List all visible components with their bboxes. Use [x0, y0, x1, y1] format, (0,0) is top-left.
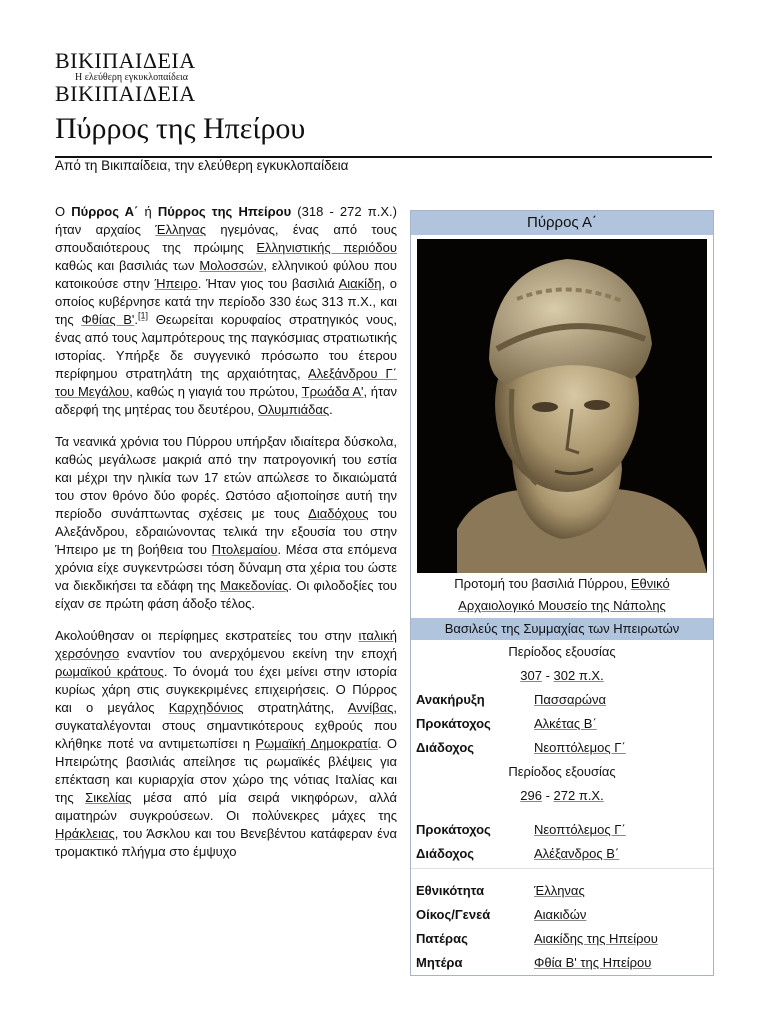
text-run: Ακολούθησαν οι περίφημες εκστρατείες του στην — [55, 628, 359, 643]
infobox-row — [411, 712, 713, 736]
reign-period-2 — [411, 784, 713, 808]
infobox-row-value-link[interactable]: Πασσαρώνα — [534, 692, 607, 707]
infobox-row — [411, 688, 713, 712]
infobox-row — [411, 879, 713, 903]
paragraph-early-life — [55, 433, 397, 613]
infobox-row-value-link[interactable]: Φθία Β' της Ηπείρου — [534, 955, 652, 970]
image-caption — [411, 573, 713, 617]
bust-portrait-graphic — [417, 239, 707, 573]
infobox-row-label: Ανακήρυξη — [416, 692, 485, 707]
infobox-row — [411, 951, 713, 975]
logo-wordmark-secondary: ΒΙΚΙΠΑΙΔΕΙΑ — [55, 81, 196, 106]
wikipedia-logo[interactable] — [55, 50, 215, 105]
infobox-row-label: Διάδοχος — [416, 740, 475, 755]
text-run: Ο — [55, 204, 72, 219]
logo-tagline: Η ελεύθερη εγκυκλοπαίδεια — [75, 72, 188, 83]
article-link[interactable]: Αιακίδη — [338, 276, 382, 291]
divider — [411, 868, 713, 879]
article-link[interactable]: Διαδόχους — [308, 506, 369, 521]
infobox-title: Πύρρος Α΄ — [411, 211, 713, 235]
infobox-row-value-link[interactable]: Αιακιδών — [534, 907, 587, 922]
article-link[interactable]: Καρχηδόνιος — [168, 700, 244, 715]
text-run: του Αλεξάνδρου, εδραιώνοντας τελικά την εξουσία του στην Ήπειρο με τη βοήθεια του — [55, 506, 398, 557]
text-run: . Οι φιλοδοξίες του είχαν σε πρώτη φάση άδοξο τέλος. — [55, 578, 398, 611]
text-run: ηγεμόνας, ένας από τους σπουδαιότερους της πρώιμης — [55, 222, 397, 255]
text-run: . Το όνομά του έχει μείνει στην ιστορία κυρίως χάρη στις συγκεκριμένες επιχειρήσεις. Ο Πύρρος και ο μεγάλος — [55, 664, 397, 715]
infobox-row — [411, 736, 713, 760]
article-link[interactable]: Ολυμπιάδας — [257, 402, 330, 417]
infobox-row-label: Μητέρα — [416, 955, 463, 970]
infobox-row — [411, 818, 713, 842]
infobox-row-label: Διάδοχος — [416, 846, 475, 861]
text-run: ή — [138, 204, 158, 219]
citation-link[interactable]: [1] — [138, 310, 149, 321]
reign-period-1 — [411, 664, 713, 688]
article-link[interactable]: Σικελίας — [85, 790, 132, 805]
infobox — [410, 210, 714, 976]
text-run: . Ο Ηπειρώτης βασιλιάς απείλησε τις ρωμαϊκές βλέψεις για επέκταση και κυριαρχία στον χώρο της νότιας Ιταλίας και της — [55, 736, 397, 805]
article-link[interactable]: Φθίας Β' — [81, 312, 135, 327]
reign1-separator: - — [541, 668, 554, 683]
infobox-row-label: Πατέρας — [416, 931, 468, 946]
reign2-start-link[interactable]: 296 — [520, 788, 542, 803]
infobox-row-label: Προκάτοχος — [416, 822, 491, 837]
text-run: (318 - 272 π.Χ.) ήταν αρχαίος — [55, 204, 397, 237]
infobox-row-value-link[interactable]: Αλκέτας Β΄ — [534, 716, 597, 731]
infobox-rows-reign2 — [411, 818, 713, 866]
infobox-row — [411, 903, 713, 927]
article-link[interactable]: Αννίβας — [347, 700, 394, 715]
infobox-row-label: Οίκος/Γενεά — [416, 907, 491, 922]
reign2-end-link[interactable]: 272 π.Χ. — [553, 788, 604, 803]
text-run: . — [329, 402, 333, 417]
article-link[interactable]: Ήπειρο — [154, 276, 198, 291]
infobox-row-value-link[interactable]: Αλέξανδρος Β΄ — [534, 846, 620, 861]
infobox-rows-reign1 — [411, 688, 713, 760]
reign1-end-link[interactable]: 302 π.Χ. — [553, 668, 604, 683]
text-run: εναντίον του ανερχόμενου εκείνη την εποχή — [119, 646, 397, 661]
article-link[interactable]: Έλληνας — [155, 222, 206, 237]
article-link[interactable]: Μολοσσών — [199, 258, 264, 273]
infobox-row-label: Προκάτοχος — [416, 716, 491, 731]
bold-term: Πύρρος της Ηπείρου — [157, 204, 292, 219]
spacer — [411, 808, 713, 818]
text-run: . — [134, 312, 139, 327]
text-run: , ο οποίος κυβέρνησε κατά την περίοδο 330 έως 313 π.Χ., και της — [55, 276, 397, 327]
infobox-row-value-link[interactable]: Αιακίδης της Ηπείρου — [534, 931, 658, 946]
article-link[interactable]: Ελληνιστικής περιόδου — [256, 240, 398, 255]
reign2-separator: - — [541, 788, 554, 803]
text-run: καθώς και βασιλιάς των — [55, 258, 200, 273]
text-run: , ελληνικού φύλου που κατοικούσε στην — [55, 258, 397, 291]
article-link[interactable]: ρωμαϊκού κράτους — [55, 664, 164, 679]
text-run: Θεωρείται κορυφαίος στρατηγικός νους, ένας από τους λαμπρότερους της παγκόσμιας στρατιωτικής ιστορίας. Υπήρξε δε συγγενικό πρόσωπο του έτερου περίφημου στρατηλάτη της αρχαιότητας, — [55, 312, 397, 381]
reign-label-2: Περίοδος εξουσίας — [508, 764, 616, 779]
paragraph-intro — [55, 203, 397, 419]
infobox-row-value-link[interactable]: Νεοπτόλεμος Γ΄ — [534, 740, 626, 755]
text-run: , συγκαταλέγονται στους σημαντικότερους εχθρούς που κλήθηκε ποτέ να αντιμετωπίσει η — [55, 700, 397, 751]
article-link[interactable]: Ηράκλειας — [55, 826, 115, 841]
article-link[interactable]: Τρωάδα Α' — [301, 384, 364, 399]
text-run: , του Άσκλου και του Βενεβέντου κατάφεραν ένα τρομακτικό πλήγμα στο έμψυχο — [55, 826, 397, 859]
page-subtitle: Από τη Βικιπαίδεια, την ελεύθερη εγκυκλοπαίδεια — [55, 158, 349, 173]
infobox-row-value-link[interactable]: Νεοπτόλεμος Γ΄ — [534, 822, 626, 837]
article-link[interactable]: Μακεδονίας — [220, 578, 289, 593]
bold-term: Πύρρος Α΄ — [71, 204, 139, 219]
caption-link-museum[interactable]: Εθνικό Αρχαιολογικό Μουσείο της Νάπολης — [458, 576, 670, 613]
text-run: , ήταν αδερφή της μητέρας του δευτέρου, — [55, 384, 398, 417]
text-run: στρατηλάτης, — [243, 700, 348, 715]
bust-image[interactable] — [417, 239, 707, 573]
text-run: , καθώς η γιαγιά του πρώτου, — [129, 384, 302, 399]
page-title: Πύρρος της Ηπείρου — [55, 112, 306, 145]
reign1-start-link[interactable]: 307 — [520, 668, 542, 683]
text-run: . Ήταν γιος του βασιλιά — [197, 276, 339, 291]
infobox-row-value-link[interactable]: Έλληνας — [534, 883, 585, 898]
article-link[interactable]: Ρωμαϊκή Δημοκρατία — [255, 736, 378, 751]
infobox-row — [411, 842, 713, 866]
paragraph-campaigns — [55, 627, 397, 861]
caption-text: Προτομή του βασιλιά Πύρρου, — [454, 576, 631, 591]
infobox-row — [411, 927, 713, 951]
text-run: μέσα από μία σειρά νικηφόρων, αλλά αιματηρών συγκρούσεων. Οι πολύνεκρες μάχες της — [55, 790, 397, 823]
infobox-section-header: Βασιλεύς της Συμμαχίας των Ηπειρωτών — [411, 618, 713, 640]
infobox-rows-personal — [411, 879, 713, 975]
article-link[interactable]: Πτολεμαίου — [211, 542, 278, 557]
infobox-row-label: Εθνικότητα — [416, 883, 485, 898]
logo-wordmark: ΒΙΚΙΠΑΙΔΕΙΑ — [55, 48, 196, 73]
text-run: Τα νεανικά χρόνια του Πύρρου υπήρξαν ιδιαίτερα δύσκολα, καθώς μεγάλωσε μακριά από την πατρογονική του εστία και μέχρι την ηλικία των 17 ετών απώλεσε το δικαιώματά του στον θρόνο δύο φορές. Ωστόσο αξιοποίησε αυτή την περίοδο συνάπτωντας σχέσεις με τους — [55, 434, 397, 521]
article-link[interactable]: Αλεξάνδρου Γ΄ του Μεγάλου — [55, 366, 398, 399]
article-link[interactable]: ιταλική χερσόνησο — [55, 628, 397, 661]
article-body — [55, 203, 397, 875]
reign-label-1: Περίοδος εξουσίας — [508, 644, 616, 659]
text-run: . Μέσα στα επόμενα χρόνια είχε συγκεντρώσει τόση δύναμη στα χέρια του ώστε να διεκδικήσει τα εδάφη της — [55, 542, 397, 593]
